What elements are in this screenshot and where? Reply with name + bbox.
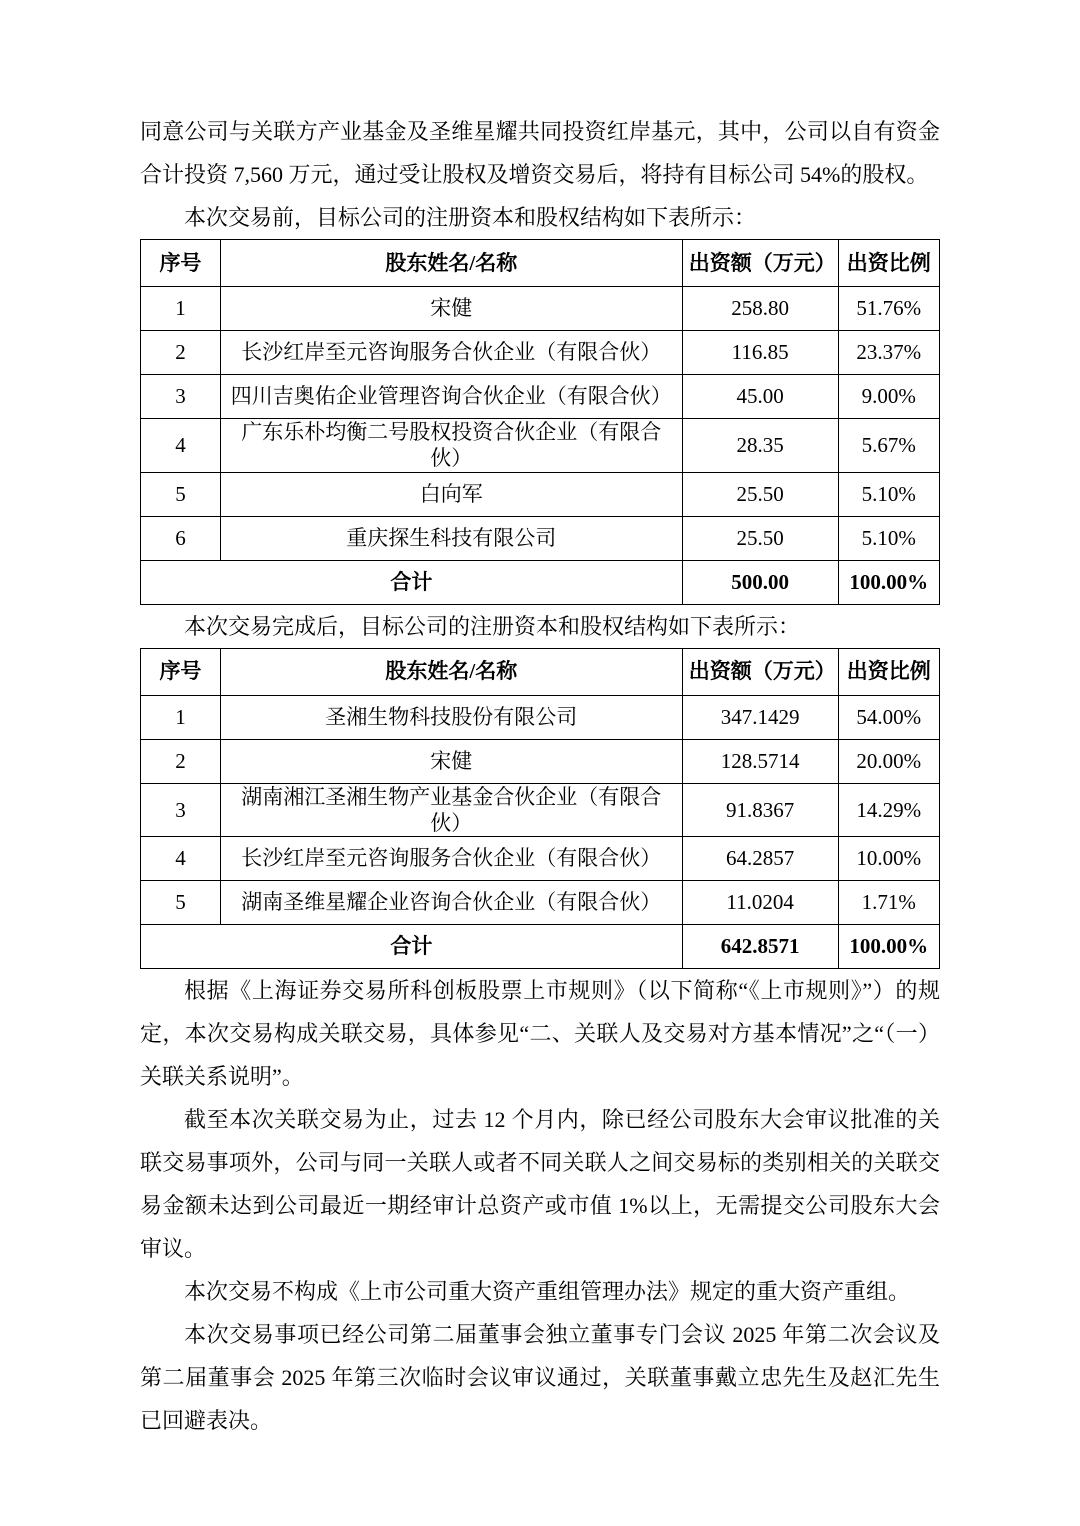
cell-amount: 91.8367 <box>682 783 838 837</box>
cell-shareholder-name: 重庆探生科技有限公司 <box>220 516 682 560</box>
cell-seq: 2 <box>141 739 221 783</box>
table-row <box>141 881 940 925</box>
table-row <box>141 331 940 375</box>
cell-amount: 11.0204 <box>682 881 838 925</box>
cell-ratio: 5.67% <box>838 419 939 473</box>
approval-paragraph: 本次交易事项已经公司第二届董事会独立董事专门会议 2025 年第二次会议及第二届董事会 2025 年第三次临时会议审议通过，关联董事戴立忠先生及赵汇先生已回避表决。 <box>140 1322 940 1433</box>
header-ratio: 出资比例 <box>838 648 939 695</box>
not-major-restructuring-paragraph: 本次交易不构成《上市公司重大资产重组管理办法》规定的重大资产重组。 <box>184 1279 911 1304</box>
cell-shareholder-name: 长沙红岸至元咨询服务合伙企业（有限合伙） <box>220 837 682 881</box>
cell-shareholder-name: 白向军 <box>220 472 682 516</box>
rule-basis-paragraph: 根据《上海证券交易所科创板股票上市规则》（以下简称“《上市规则》”）的规定，本次交易构成关联交易，具体参见“二、关联人及交易对方基本情况”之“（一）关联关系说明”。 <box>140 978 940 1089</box>
header-amount: 出资额（万元） <box>682 648 838 695</box>
cell-seq: 1 <box>141 287 221 331</box>
after-table-label: 本次交易完成后，目标公司的注册资本和股权结构如下表所示： <box>184 613 801 639</box>
cell-shareholder-name: 四川吉奥佑企业管理咨询合伙企业（有限合伙） <box>220 375 682 419</box>
header-ratio: 出资比例 <box>838 240 939 287</box>
cell-shareholder-name: 宋健 <box>220 287 682 331</box>
total-label: 合计 <box>141 925 683 969</box>
cell-shareholder-name: 圣湘生物科技股份有限公司 <box>220 695 682 739</box>
cell-seq: 5 <box>141 472 221 516</box>
cell-shareholder-name: 宋健 <box>220 739 682 783</box>
cell-ratio: 10.00% <box>838 837 939 881</box>
cell-seq: 4 <box>141 419 221 473</box>
total-label: 合计 <box>141 560 683 604</box>
past-12-months-paragraph: 截至本次关联交易为止，过去 12 个月内，除已经公司股东大会审议批准的关联交易事项外，公司与同一关联人或者不同关联人之间交易标的类别相关的关联交易金额未达到公司最近一期经审计总资产或市值 1%以上，无需提交公司股东大会审议。 <box>140 1107 940 1261</box>
cell-amount: 25.50 <box>682 516 838 560</box>
cell-shareholder-name: 广东乐朴均衡二号股权投资合伙企业（有限合伙） <box>220 419 682 473</box>
cell-amount: 45.00 <box>682 375 838 419</box>
header-seq: 序号 <box>141 240 221 287</box>
cell-ratio: 54.00% <box>838 695 939 739</box>
cell-seq: 3 <box>141 783 221 837</box>
total-amount: 500.00 <box>682 560 838 604</box>
before-table-label: 本次交易前，目标公司的注册资本和股权结构如下表所示： <box>184 205 757 230</box>
header-amount: 出资额（万元） <box>682 240 838 287</box>
cell-shareholder-name: 湖南湘江圣湘生物产业基金合伙企业（有限合伙） <box>220 783 682 837</box>
total-ratio: 100.00% <box>838 925 939 969</box>
intro-paragraph: 同意公司与关联方产业基金及圣维星耀共同投资红岸基元，其中，公司以自有资金合计投资 7,560 万元，通过受让股权及增资交易后，将持有目标公司 54%的股权。 <box>140 119 940 187</box>
shareholding-table-after <box>140 648 940 970</box>
cell-amount: 116.85 <box>682 331 838 375</box>
cell-shareholder-name: 湖南圣维星耀企业咨询合伙企业（有限合伙） <box>220 881 682 925</box>
cell-amount: 128.5714 <box>682 739 838 783</box>
cell-seq: 5 <box>141 881 221 925</box>
cell-seq: 2 <box>141 331 221 375</box>
cell-seq: 3 <box>141 375 221 419</box>
cell-ratio: 1.71% <box>838 881 939 925</box>
table-total-row <box>141 560 940 604</box>
cell-ratio: 5.10% <box>838 516 939 560</box>
header-shareholder-name: 股东姓名/名称 <box>220 648 682 695</box>
table-header-row <box>141 648 940 695</box>
table-header-row <box>141 240 940 287</box>
cell-amount: 258.80 <box>682 287 838 331</box>
header-seq: 序号 <box>141 648 221 695</box>
cell-seq: 4 <box>141 837 221 881</box>
cell-amount: 25.50 <box>682 472 838 516</box>
cell-ratio: 20.00% <box>838 739 939 783</box>
cell-ratio: 23.37% <box>838 331 939 375</box>
cell-amount: 28.35 <box>682 419 838 473</box>
cell-ratio: 5.10% <box>838 472 939 516</box>
cell-ratio: 14.29% <box>838 783 939 837</box>
table-row <box>141 837 940 881</box>
table-row <box>141 419 940 473</box>
table-total-row <box>141 925 940 969</box>
cell-amount: 64.2857 <box>682 837 838 881</box>
total-amount: 642.8571 <box>682 925 838 969</box>
table-row <box>141 375 940 419</box>
total-ratio: 100.00% <box>838 560 939 604</box>
cell-ratio: 9.00% <box>838 375 939 419</box>
table-row <box>141 287 940 331</box>
header-shareholder-name: 股东姓名/名称 <box>220 240 682 287</box>
cell-amount: 347.1429 <box>682 695 838 739</box>
cell-seq: 6 <box>141 516 221 560</box>
shareholding-table-before <box>140 239 940 605</box>
table-row <box>141 516 940 560</box>
cell-shareholder-name: 长沙红岸至元咨询服务合伙企业（有限合伙） <box>220 331 682 375</box>
cell-ratio: 51.76% <box>838 287 939 331</box>
table-row <box>141 695 940 739</box>
table-row <box>141 783 940 837</box>
cell-seq: 1 <box>141 695 221 739</box>
table-row <box>141 472 940 516</box>
table-row <box>141 739 940 783</box>
